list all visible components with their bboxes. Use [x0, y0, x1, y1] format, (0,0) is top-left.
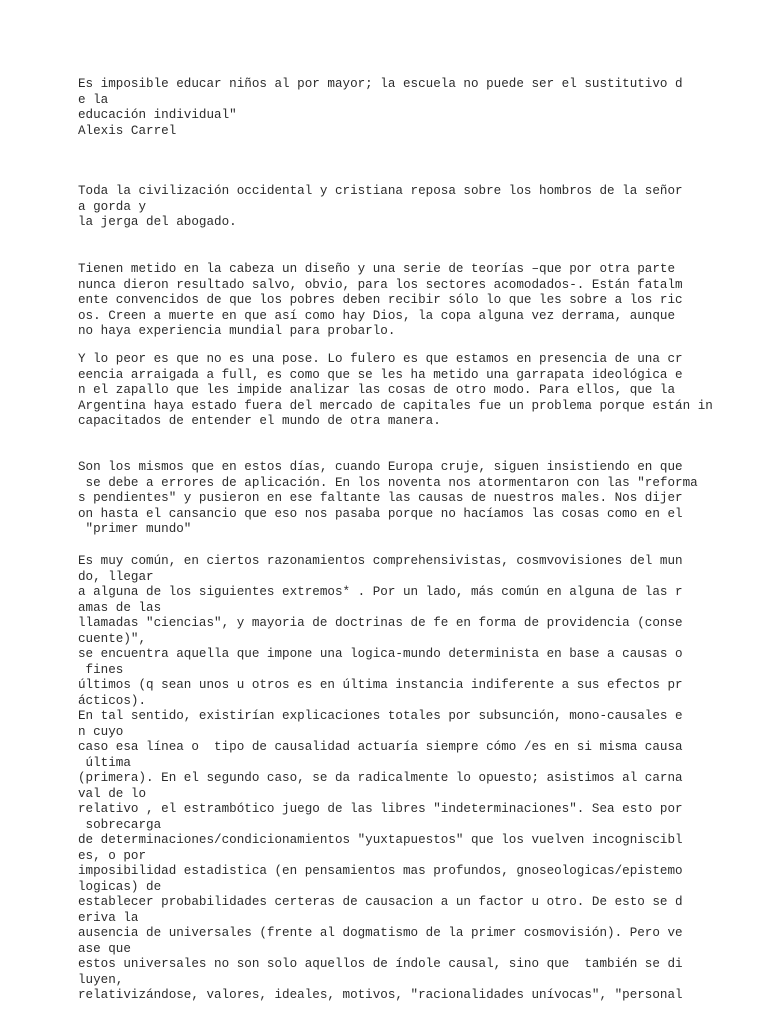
paragraph-es-muy-comun [78, 554, 683, 1004]
text-line: eencia arraigada a full, es como que se les ha metido una garrapata ideológica e [78, 367, 683, 382]
text-line: (primera). En el segundo caso, se da radicalmente lo opuesto; asistimos al carna [78, 771, 683, 785]
text-line: En tal sentido, existirían explicaciones totales por subsunción, mono-causales e [78, 709, 683, 723]
text-line: val de lo [78, 786, 147, 801]
text-line: amas de las [78, 600, 162, 615]
text-line: s pendientes" y pusieron en ese faltante las causas de nuestros males. Nos dijer [78, 491, 683, 505]
text-line: no haya experiencia mundial para probarlo. [78, 324, 396, 338]
text-line: Es muy común, en ciertos razonamientos comprehensivistas, cosmvovisiones del mun [78, 554, 683, 568]
text-line: ente convencidos de que los pobres deben recibir sólo lo que les sobre a los ric [78, 293, 683, 307]
text-line: do, llegar [78, 569, 154, 584]
text-line: caso esa línea o tipo de causalidad actuaría siempre cómo /es en si misma causa [78, 740, 683, 754]
text-line: Toda la civilización occidental y cristiana reposa sobre los hombros de la señor [78, 184, 683, 198]
text-line: Argentina haya estado fuera del mercado de capitales fue un problema porque están in [78, 398, 713, 413]
text-line: a gorda y [78, 199, 147, 214]
text-line: es, o por [78, 848, 147, 863]
text-line: capacitados de entender el mundo de otra manera. [78, 414, 441, 428]
text-line: ácticos). [78, 693, 147, 708]
paragraph-civilizacion [78, 184, 683, 231]
text-line: relativo , el estrambótico juego de las libres "indeterminaciones". Sea esto por [78, 802, 683, 816]
text-line: se debe a errores de aplicación. En los noventa nos atormentaron con las "reforma [78, 475, 698, 490]
text-line: establecer probabilidades certeras de causacion a un factor u otro. De esto se d [78, 895, 683, 909]
text-line: nunca dieron resultado salvo, obvio, para los sectores acomodados-. Están fatalm [78, 277, 683, 292]
text-line: eriva la [78, 910, 139, 925]
text-line: imposibilidad estadistica (en pensamientos mas profundos, gnoseologicas/epistemo [78, 864, 683, 878]
text-line: os. Creen a muerte en que así como hay Dios, la copa alguna vez derrama, aunque [78, 308, 676, 323]
text-line: e la [78, 92, 109, 107]
text-line: se encuentra aquella que impone una logica-mundo determinista en base a causas o [78, 647, 683, 661]
paragraph-tienen-metido [78, 262, 683, 340]
text-line: educación individual" [78, 108, 237, 122]
text-line: "primer mundo" [78, 522, 192, 536]
text-line: la jerga del abogado. [78, 215, 237, 229]
text-line: Es imposible educar niños al por mayor; la escuela no puede ser el sustitutivo d [78, 77, 683, 91]
text-line: relativizándose, valores, ideales, motivos, "racionalidades unívocas", "personal [78, 988, 683, 1002]
text-line: estos universales no son solo aquellos de índole causal, sino que también se di [78, 957, 683, 971]
text-line: sobrecarga [78, 817, 162, 832]
text-line: de determinaciones/condicionamientos "yuxtapuestos" que los vuelven incogniscibl [78, 833, 683, 847]
text-line: Tienen metido en la cabeza un diseño y una serie de teorías –que por otra parte [78, 262, 676, 276]
text-line: Y lo peor es que no es una pose. Lo fulero es que estamos en presencia de una cr [78, 352, 683, 366]
text-line: últimos (q sean unos u otros es en última instancia indiferente a sus efectos pr [78, 678, 683, 692]
text-line: ase que [78, 941, 131, 956]
text-line: logicas) de [78, 879, 162, 894]
text-line: llamadas "ciencias", y mayoria de doctrinas de fe en forma de providencia (conse [78, 616, 683, 630]
text-line: cuente)", [78, 631, 147, 646]
text-line: n cuyo [78, 724, 124, 739]
text-line: on hasta el cansancio que eso nos pasaba porque no hacíamos las cosas como en el [78, 506, 683, 521]
text-line: a alguna de los siguientes extremos* . Por un lado, más común en alguna de las r [78, 585, 683, 599]
paragraph-lo-peor [78, 352, 713, 430]
text-line: luyen, [78, 972, 124, 987]
text-line: fines [78, 662, 124, 677]
text-line: Son los mismos que en estos días, cuando Europa cruje, siguen insistiendo en que [78, 460, 683, 474]
paragraph-son-los-mismos [78, 460, 698, 538]
text-line: n el zapallo que les impide analizar las cosas de otro modo. Para ellos, que la [78, 383, 676, 397]
paragraph-quote [78, 77, 683, 139]
text-line: ausencia de universales (frente al dogmatismo de la primer cosmovisión). Pero ve [78, 926, 683, 940]
text-line: Alexis Carrel [78, 123, 177, 138]
text-line: última [78, 755, 131, 770]
